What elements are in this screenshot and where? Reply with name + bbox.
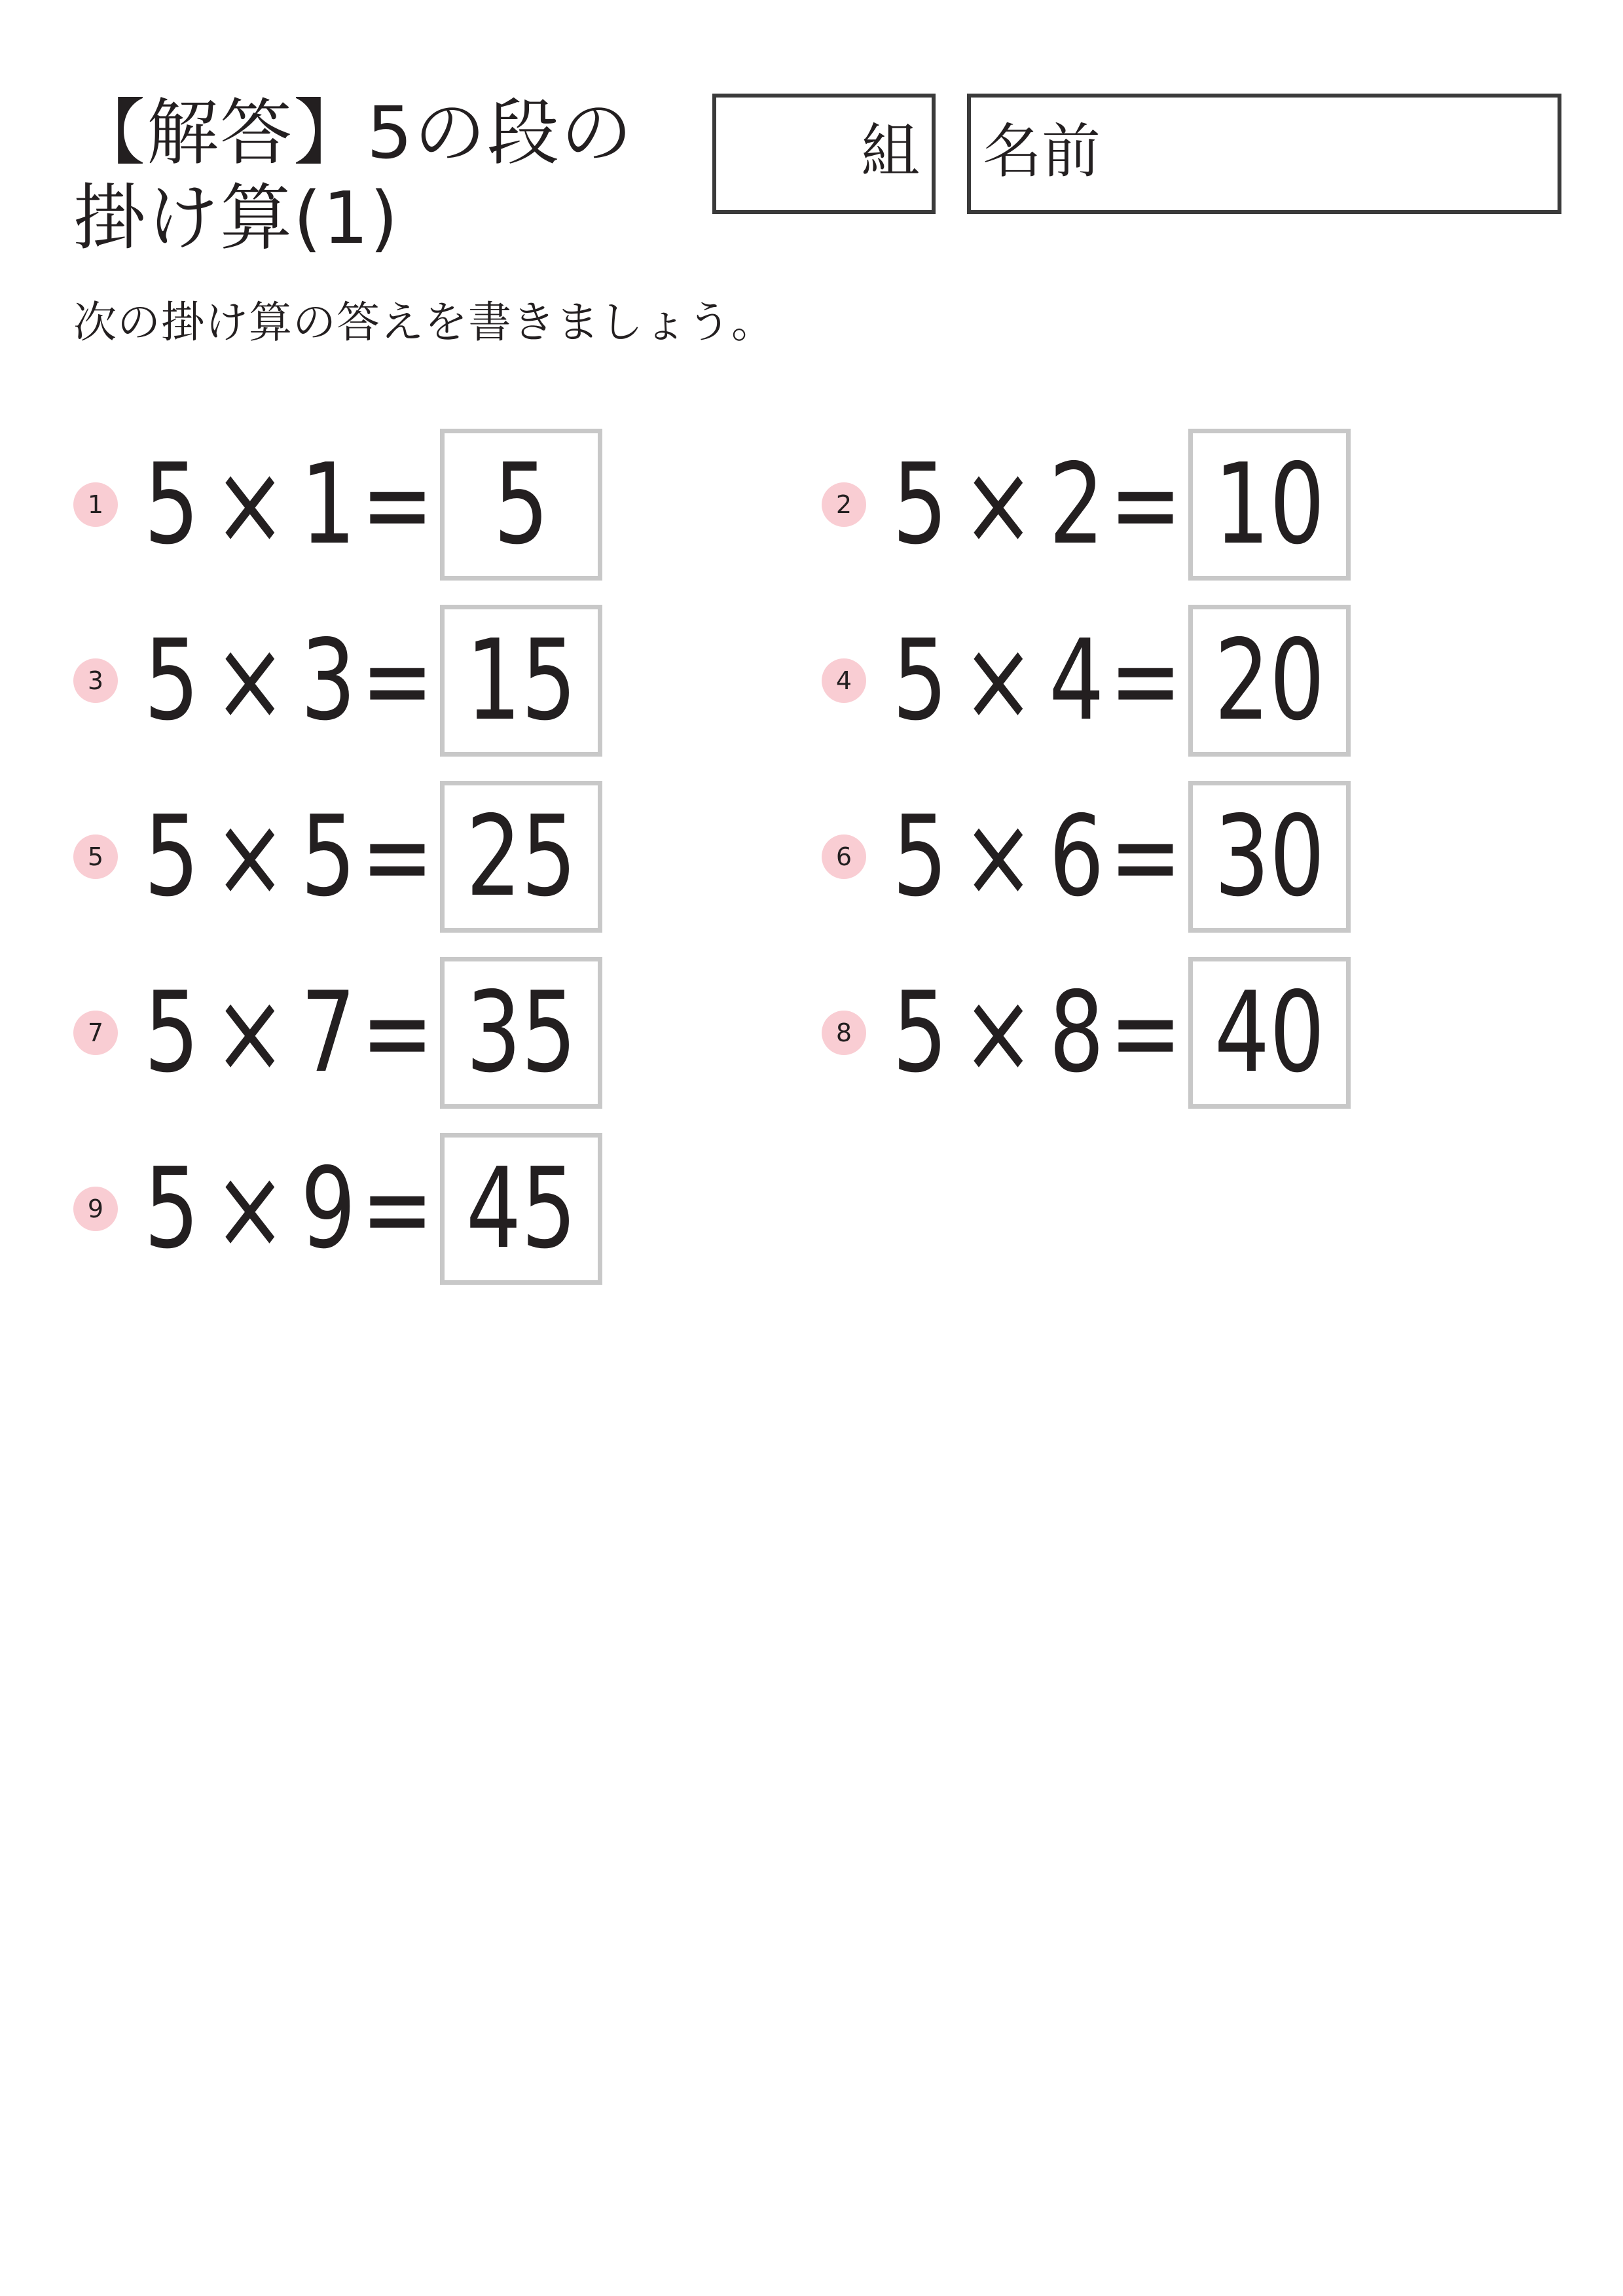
problem-9 (73, 1133, 728, 1285)
operand-a: 5 (144, 792, 200, 922)
multiply-sign: × (962, 792, 1035, 922)
answer-value: 5 (493, 440, 549, 569)
answer-box[interactable] (1188, 429, 1351, 581)
answer-box[interactable] (440, 1133, 602, 1285)
problem-number-badge: 7 (73, 1011, 118, 1055)
equals-sign: = (1109, 616, 1182, 745)
problem-expression (144, 615, 433, 746)
multiply-sign: × (213, 616, 287, 745)
problem-number-badge: 5 (73, 834, 118, 879)
answer-value: 35 (465, 968, 577, 1098)
page-title (73, 90, 663, 260)
operand-a: 5 (892, 792, 948, 922)
multiply-sign: × (962, 440, 1035, 569)
multiply-sign: × (962, 616, 1035, 745)
operand-b: 6 (1049, 792, 1104, 922)
operand-a: 5 (892, 968, 948, 1098)
problem-8 (822, 957, 1476, 1109)
multiply-sign: × (213, 1144, 287, 1274)
multiply-sign: × (213, 440, 287, 569)
operand-a: 5 (144, 616, 200, 745)
problem-expression (144, 439, 433, 570)
problem-number-badge: 8 (822, 1011, 866, 1055)
answer-box[interactable] (1188, 781, 1351, 933)
class-field[interactable] (712, 94, 936, 214)
equals-sign: = (361, 792, 434, 922)
answer-box[interactable] (440, 605, 602, 757)
operand-b: 9 (301, 1144, 356, 1274)
problem-number-badge: 2 (822, 482, 866, 527)
answer-value: 25 (465, 792, 577, 922)
problem-1 (73, 429, 728, 581)
answer-box[interactable] (440, 957, 602, 1109)
class-label: 組 (861, 117, 920, 186)
equals-sign: = (361, 440, 434, 569)
answer-box[interactable] (440, 429, 602, 581)
title-line-1: 【解答】5の段の (73, 91, 634, 175)
multiply-sign: × (213, 792, 287, 922)
equals-sign: = (361, 1144, 434, 1274)
problem-3 (73, 605, 728, 757)
name-field[interactable] (967, 94, 1561, 214)
answer-box[interactable] (440, 781, 602, 933)
problem-4 (822, 605, 1476, 757)
problem-expression (892, 615, 1182, 746)
operand-b: 3 (301, 616, 356, 745)
multiply-sign: × (213, 968, 287, 1098)
instruction-text: 次の掛け算の答えを書きましょう。 (73, 297, 775, 348)
answer-value: 20 (1214, 616, 1325, 745)
problem-2 (822, 429, 1476, 581)
answer-value: 30 (1214, 792, 1325, 922)
operand-b: 7 (301, 968, 356, 1098)
operand-a: 5 (892, 616, 948, 745)
problem-expression (892, 439, 1182, 570)
operand-b: 2 (1049, 440, 1104, 569)
equals-sign: = (1109, 440, 1182, 569)
answer-box[interactable] (1188, 957, 1351, 1109)
problem-expression (144, 791, 433, 922)
problem-expression (144, 1143, 433, 1274)
equals-sign: = (1109, 792, 1182, 922)
answer-value: 45 (465, 1144, 577, 1274)
problem-expression (144, 967, 433, 1098)
problem-number-badge: 3 (73, 658, 118, 703)
answer-box[interactable] (1188, 605, 1351, 757)
answer-value: 40 (1214, 968, 1325, 1098)
answer-value: 10 (1214, 440, 1325, 569)
operand-b: 1 (301, 440, 356, 569)
equals-sign: = (1109, 968, 1182, 1098)
multiply-sign: × (962, 968, 1035, 1098)
answer-value: 15 (465, 616, 577, 745)
operand-a: 5 (144, 1144, 200, 1274)
operand-a: 5 (144, 968, 200, 1098)
operand-b: 8 (1049, 968, 1104, 1098)
operand-a: 5 (144, 440, 200, 569)
problem-number-badge: 6 (822, 834, 866, 879)
operand-a: 5 (892, 440, 948, 569)
problem-expression (892, 791, 1182, 922)
problem-7 (73, 957, 728, 1109)
equals-sign: = (361, 616, 434, 745)
problem-number-badge: 9 (73, 1187, 118, 1231)
name-label: 名前 (983, 117, 1101, 186)
operand-b: 5 (301, 792, 356, 922)
problem-6 (822, 781, 1476, 933)
problem-expression (892, 967, 1182, 1098)
equals-sign: = (361, 968, 434, 1098)
operand-b: 4 (1049, 616, 1104, 745)
problem-number-badge: 4 (822, 658, 866, 703)
title-line-2: 掛け算(1) (73, 176, 399, 260)
problem-number-badge: 1 (73, 482, 118, 527)
problem-5 (73, 781, 728, 933)
